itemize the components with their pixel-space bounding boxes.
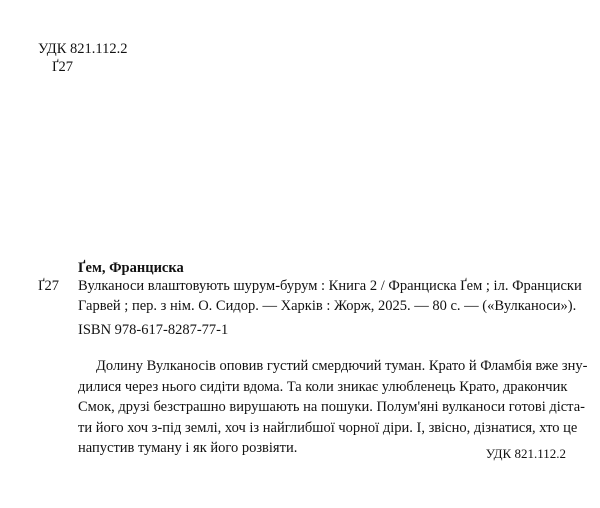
isbn: ISBN 978-617-8287-77-1 — [78, 322, 229, 338]
udk-footer: УДК 821.112.2 — [485, 446, 566, 461]
annotation-line: дилися через нього сидіти вдома. Та коли зникає улюбленець Крато, дракончик — [78, 378, 568, 395]
annotation-line: ти його хоч з-під землі, хоч із найглибшої чорної діри. І, звісно, дізнатися, хто це — [78, 419, 578, 436]
annotation-line: Смок, друзі безстрашно вирушають на пошуки. Полум'яні вулканоси готові діста- — [78, 399, 585, 415]
udk-code: УДК 821.112.2 — [38, 41, 128, 57]
annotation — [78, 356, 588, 459]
bibliographic-description — [78, 276, 582, 316]
annotation-line: напустив туману і як його розвіяти. — [78, 440, 298, 456]
udk-header — [38, 40, 127, 76]
record-cutter-code: Ґ27 — [38, 278, 60, 294]
bib-line: Гарвей ; пер. з нім. О. Сидор. — Харків : Жорж, 2025. — 80 с. — («Вулканоси»). — [78, 298, 577, 314]
annotation-line: Долину Вулканосів оповив густий смердючий туман. Крато й Фламбія вже зну- — [96, 358, 588, 374]
cutter-code: Ґ27 — [52, 59, 74, 75]
author-heading: Ґем, Франциска — [78, 260, 184, 276]
bib-line: Вулканоси влаштовують шурум-бурум : Книга 2 / Франциска Ґем ; іл. Франциски — [78, 278, 582, 294]
